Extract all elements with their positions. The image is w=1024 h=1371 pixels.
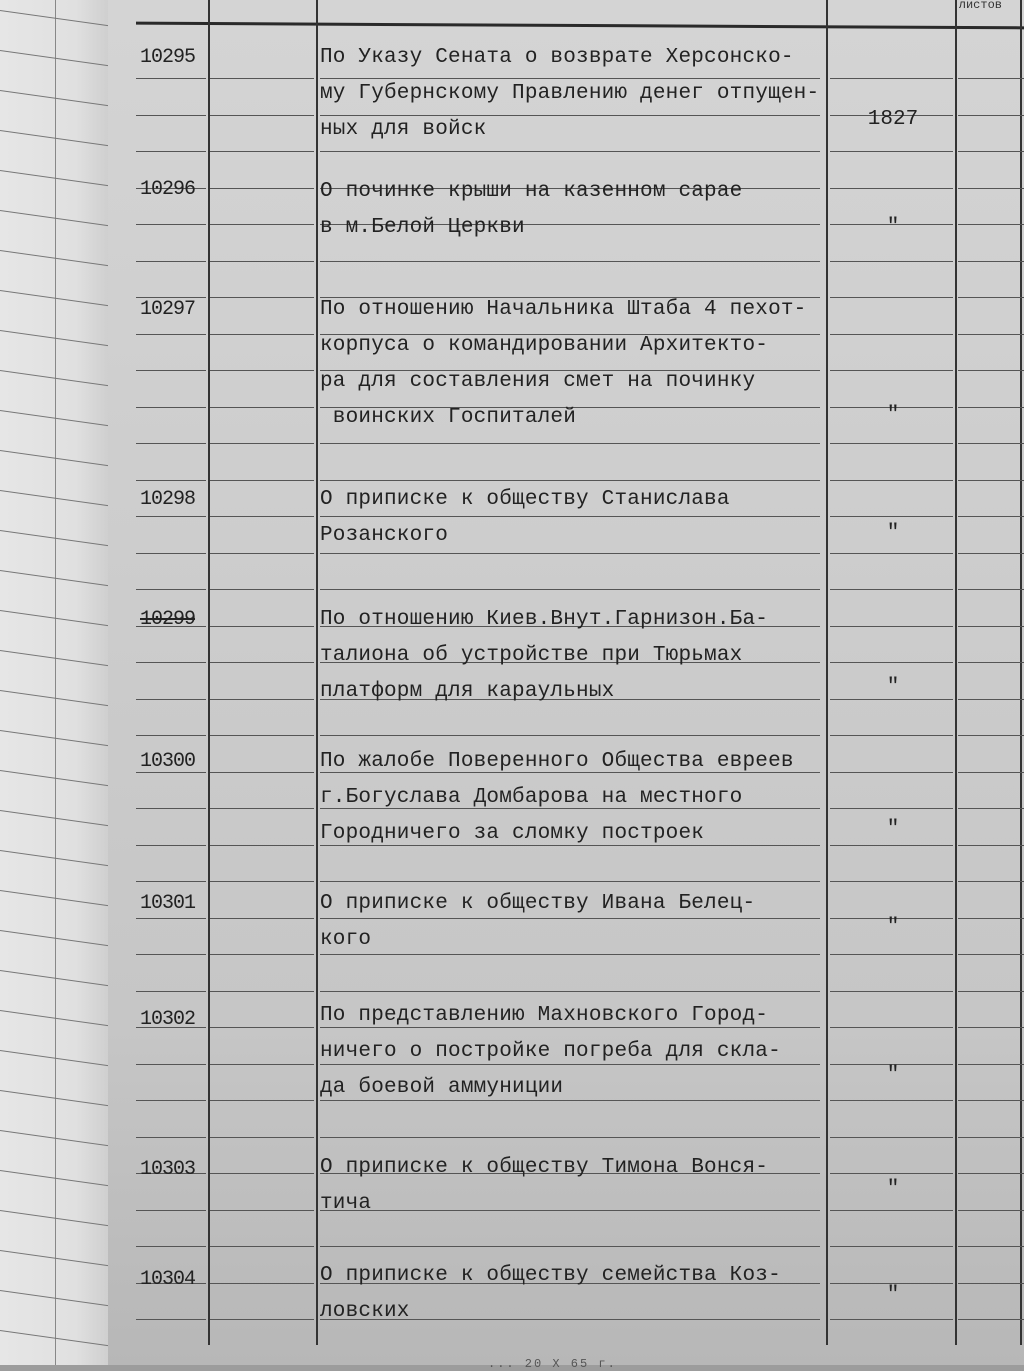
- ruled-line: [210, 1319, 314, 1320]
- ruled-line: [210, 443, 314, 444]
- ruled-line: [136, 1137, 206, 1138]
- facing-page-ruled-line: [0, 50, 108, 66]
- entry-date: ": [886, 818, 900, 841]
- entry-number: 10298: [140, 488, 196, 511]
- entry-title: О починке крыши на казенном сарае в м.Белой Церкви: [320, 180, 743, 239]
- entry-date: ": [886, 216, 900, 239]
- ruled-line: [830, 261, 953, 262]
- ruled-line: [210, 297, 314, 298]
- facing-page-ruled-line: [0, 530, 108, 546]
- facing-page-ruled-line: [0, 1210, 108, 1226]
- column-divider-right: [1020, 0, 1022, 1345]
- ruled-line: [958, 772, 1024, 773]
- ruled-line: [320, 443, 820, 444]
- ruled-line: [830, 516, 953, 517]
- ruled-line: [210, 334, 314, 335]
- ruled-line: [210, 553, 314, 554]
- ruled-line: [958, 78, 1024, 79]
- ruled-line: [958, 662, 1024, 663]
- ruled-line: [958, 735, 1024, 736]
- column-header-sheets: листов: [958, 0, 1002, 8]
- entry-number: 10302: [140, 1008, 196, 1031]
- ruled-line: [830, 443, 953, 444]
- ruled-line: [210, 918, 314, 919]
- ruled-line: [958, 1210, 1024, 1211]
- ruled-line: [136, 808, 206, 809]
- entry-title: О приписке к обществу Тимона Вонся- тича: [320, 1156, 769, 1215]
- entry-number: 10295: [140, 46, 196, 69]
- ruled-line: [210, 115, 314, 116]
- ruled-line: [958, 1137, 1024, 1138]
- ruled-line: [958, 808, 1024, 809]
- entry-date: ": [886, 1284, 900, 1307]
- ruled-line: [830, 480, 953, 481]
- ruled-line: [210, 589, 314, 590]
- ruled-line: [958, 1283, 1024, 1284]
- ruled-line: [830, 954, 953, 955]
- ruled-line: [136, 1246, 206, 1247]
- ruled-line: [136, 1064, 206, 1065]
- ruled-line: [136, 918, 206, 919]
- ruled-line: [210, 1173, 314, 1174]
- ruled-line: [958, 881, 1024, 882]
- ruled-line: [210, 224, 314, 225]
- entry-title: По представлению Махновского Город- ничего о постройке погреба для скла- да боевой аммуниции: [320, 1004, 781, 1099]
- ruled-line: [830, 991, 953, 992]
- ruled-line: [136, 553, 206, 554]
- ruled-line: [958, 918, 1024, 919]
- ruled-line: [830, 845, 953, 846]
- facing-page-ruled-line: [0, 330, 108, 346]
- facing-page-ruled-line: [0, 1130, 108, 1146]
- ruled-line: [830, 735, 953, 736]
- ruled-line: [210, 516, 314, 517]
- facing-page-ruled-line: [0, 810, 108, 826]
- ruled-line: [830, 1246, 953, 1247]
- facing-page-ruled-line: [0, 490, 108, 506]
- facing-page-ruled-line: [0, 890, 108, 906]
- ruled-line: [320, 589, 820, 590]
- entry-title: О приписке к обществу Ивана Белец- кого: [320, 892, 756, 951]
- ruled-line: [210, 1283, 314, 1284]
- ruled-line: [136, 1319, 206, 1320]
- entry-number: 10296: [140, 178, 196, 201]
- entry-title: По отношению Начальника Штаба 4 пехот- корпуса о командировании Архитекто- ра для составления смет на починку воинских Госпиталей: [320, 298, 807, 429]
- ruled-line: [958, 991, 1024, 992]
- ruled-line: [958, 151, 1024, 152]
- facing-page-ruled-line: [0, 650, 108, 666]
- ruled-line: [958, 589, 1024, 590]
- ruled-line: [958, 1100, 1024, 1101]
- facing-page-ruled-line: [0, 210, 108, 226]
- entry-number: 10303: [140, 1158, 196, 1181]
- ruled-line: [830, 334, 953, 335]
- ruled-line: [958, 370, 1024, 371]
- ruled-line: [210, 188, 314, 189]
- ruled-line: [320, 735, 820, 736]
- facing-page-ruled-line: [0, 610, 108, 626]
- ruled-line: [210, 261, 314, 262]
- entry-date: ": [886, 676, 900, 699]
- entry-date: ": [886, 404, 900, 427]
- ruled-line: [830, 297, 953, 298]
- ruled-line: [958, 699, 1024, 700]
- entry-number: 10301: [140, 892, 196, 915]
- ruled-line: [320, 991, 820, 992]
- ruled-line: [830, 1173, 953, 1174]
- ruled-line: [136, 881, 206, 882]
- facing-page-ruled-line: [0, 570, 108, 586]
- ruled-line: [320, 151, 820, 152]
- ruled-line: [136, 407, 206, 408]
- ruled-line: [210, 1100, 314, 1101]
- ruled-line: [210, 1210, 314, 1211]
- ruled-line: [958, 334, 1024, 335]
- entry-number: 10304: [140, 1268, 196, 1291]
- ruled-line: [136, 370, 206, 371]
- ruled-line: [958, 1319, 1024, 1320]
- ruled-line: [210, 699, 314, 700]
- ruled-line: [958, 626, 1024, 627]
- ruled-line: [136, 334, 206, 335]
- ruled-line: [210, 151, 314, 152]
- ruled-line: [136, 480, 206, 481]
- facing-page-ruled-line: [0, 450, 108, 466]
- ruled-line: [136, 1100, 206, 1101]
- facing-page-ruled-line: [0, 290, 108, 306]
- ruled-line: [210, 662, 314, 663]
- page-footer-imprint: ... 20 X 65 г.: [488, 1357, 617, 1371]
- ruled-line: [210, 735, 314, 736]
- ruled-line: [136, 845, 206, 846]
- ruled-line: [958, 261, 1024, 262]
- ruled-line: [958, 845, 1024, 846]
- ruled-line: [136, 115, 206, 116]
- entry-date: ": [886, 522, 900, 545]
- facing-page-ruled-line: [0, 770, 108, 786]
- register-page: [108, 0, 1024, 1371]
- ruled-line: [958, 188, 1024, 189]
- ruled-line: [958, 407, 1024, 408]
- entry-title: О приписке к обществу семейства Коз- ловских: [320, 1264, 781, 1323]
- ruled-line: [958, 1246, 1024, 1247]
- ruled-line: [830, 78, 953, 79]
- ruled-line: [320, 1246, 820, 1247]
- ruled-line: [136, 662, 206, 663]
- ruled-line: [210, 1246, 314, 1247]
- facing-page-ruled-line: [0, 730, 108, 746]
- facing-page-ruled-line: [0, 130, 108, 146]
- facing-page-ruled-line: [0, 90, 108, 106]
- ruled-line: [830, 626, 953, 627]
- ruled-line: [136, 78, 206, 79]
- entry-number: 10300: [140, 750, 196, 773]
- ruled-line: [210, 845, 314, 846]
- ruled-line: [958, 516, 1024, 517]
- ruled-line: [958, 115, 1024, 116]
- ruled-line: [210, 1064, 314, 1065]
- column-divider-title: [316, 0, 318, 1345]
- ruled-line: [830, 1027, 953, 1028]
- ruled-line: [830, 1137, 953, 1138]
- entry-number: 10299: [140, 608, 196, 631]
- entry-date: ": [886, 1178, 900, 1201]
- ruled-line: [958, 1027, 1024, 1028]
- entry-date: ": [886, 916, 900, 939]
- facing-page-ruled-line: [0, 1330, 108, 1346]
- ruled-line: [830, 662, 953, 663]
- entry-title: По Указу Сената о возврате Херсонско- му Губернскому Правлению денег отпущен- ных для войск: [320, 46, 820, 141]
- ruled-line: [830, 881, 953, 882]
- ruled-line: [136, 589, 206, 590]
- ruled-line: [210, 991, 314, 992]
- ruled-line: [136, 443, 206, 444]
- ruled-line: [136, 151, 206, 152]
- ruled-line: [830, 188, 953, 189]
- facing-page-margin-line: [55, 0, 56, 1365]
- ruled-line: [830, 553, 953, 554]
- ruled-line: [210, 78, 314, 79]
- ruled-line: [958, 297, 1024, 298]
- facing-page-ruled-line: [0, 1010, 108, 1026]
- header-rule: [136, 22, 1024, 30]
- ruled-line: [136, 224, 206, 225]
- facing-page-ruled-line: [0, 1090, 108, 1106]
- facing-page-ruled-line: [0, 930, 108, 946]
- ruled-line: [210, 1027, 314, 1028]
- ruled-line: [830, 1100, 953, 1101]
- facing-page-edge: [0, 0, 109, 1365]
- facing-page-ruled-line: [0, 170, 108, 186]
- facing-page-ruled-line: [0, 370, 108, 386]
- entry-title: По отношению Киев.Внут.Гарнизон.Ба- талиона об устройстве при Тюрьмах платформ для караульных: [320, 608, 769, 703]
- entry-title: О приписке к обществу Станислава Розанского: [320, 488, 730, 547]
- ruled-line: [136, 1210, 206, 1211]
- facing-page-ruled-line: [0, 1290, 108, 1306]
- ruled-line: [136, 735, 206, 736]
- facing-page-ruled-line: [0, 1170, 108, 1186]
- facing-page-ruled-line: [0, 970, 108, 986]
- facing-page-ruled-line: [0, 410, 108, 426]
- facing-page-ruled-line: [0, 690, 108, 706]
- ruled-line: [830, 1210, 953, 1211]
- ruled-line: [210, 808, 314, 809]
- ruled-line: [320, 480, 820, 481]
- ruled-line: [958, 443, 1024, 444]
- ruled-line: [320, 881, 820, 882]
- facing-page-ruled-line: [0, 10, 108, 26]
- entry-date: 1827: [867, 108, 919, 131]
- ruled-line: [958, 1064, 1024, 1065]
- ruled-line: [136, 954, 206, 955]
- ruled-line: [830, 808, 953, 809]
- facing-page-ruled-line: [0, 1050, 108, 1066]
- facing-page-ruled-line: [0, 250, 108, 266]
- ruled-line: [210, 772, 314, 773]
- ruled-line: [210, 954, 314, 955]
- ruled-line: [136, 699, 206, 700]
- ruled-line: [958, 553, 1024, 554]
- ruled-line: [320, 261, 820, 262]
- ruled-line: [136, 991, 206, 992]
- entry-number: 10297: [140, 298, 196, 321]
- ruled-line: [210, 626, 314, 627]
- ruled-line: [210, 480, 314, 481]
- column-divider-number: [208, 0, 210, 1345]
- ruled-line: [210, 1137, 314, 1138]
- ruled-line: [830, 370, 953, 371]
- entry-date: ": [886, 1064, 900, 1087]
- column-divider-sheets: [955, 0, 957, 1345]
- ruled-line: [958, 954, 1024, 955]
- ruled-line: [210, 407, 314, 408]
- facing-page-ruled-line: [0, 1250, 108, 1266]
- ruled-line: [830, 772, 953, 773]
- ruled-line: [958, 224, 1024, 225]
- ruled-line: [320, 1137, 820, 1138]
- ruled-line: [830, 1319, 953, 1320]
- facing-page-ruled-line: [0, 850, 108, 866]
- ruled-line: [136, 261, 206, 262]
- ruled-line: [210, 881, 314, 882]
- ruled-line: [210, 370, 314, 371]
- ruled-line: [958, 480, 1024, 481]
- entry-title: По жалобе Поверенного Общества евреев г.Богуслава Домбарова на местного Городничего за сломку построек: [320, 750, 794, 845]
- ruled-line: [830, 589, 953, 590]
- ruled-line: [830, 151, 953, 152]
- ruled-line: [958, 1173, 1024, 1174]
- ruled-line: [136, 516, 206, 517]
